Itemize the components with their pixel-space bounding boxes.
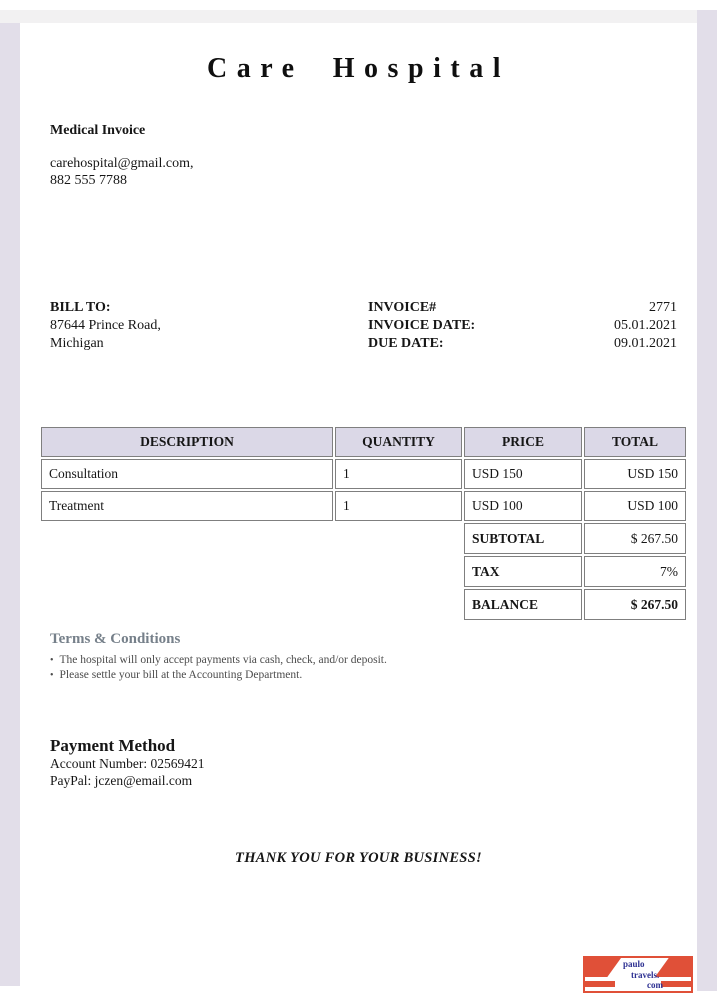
subtotal-value: $ 267.50 (584, 523, 686, 554)
item-total: USD 150 (584, 459, 686, 489)
contact-phone: 882 555 7788 (50, 173, 127, 188)
terms-and-conditions-section (50, 631, 530, 683)
due-date-row (368, 335, 677, 353)
invoice-date-label: INVOICE DATE: (368, 318, 476, 333)
paulo-travels-logo (583, 956, 693, 993)
page-left-lavender-border (0, 23, 20, 986)
item-description: Consultation (41, 459, 333, 489)
column-header-description: DESCRIPTION (41, 427, 333, 457)
logo-text-line2: travels. (631, 969, 660, 980)
contact-email: carehospital@gmail.com, (50, 156, 194, 171)
subtotal-label: SUBTOTAL (464, 523, 582, 554)
invoice-document (20, 23, 697, 1000)
due-date-value: 09.01.2021 (614, 336, 677, 351)
paypal-line: PayPal: jczen@email.com (50, 773, 193, 788)
bullet-icon: • (50, 670, 54, 681)
payment-method-section (50, 737, 204, 789)
bullet-icon: • (50, 655, 54, 666)
balance-value: $ 267.50 (584, 589, 686, 620)
invoice-number-value: 2771 (649, 300, 677, 315)
account-number-line: Account Number: 02569421 (50, 756, 205, 771)
bill-to-block (50, 299, 161, 353)
bill-to-label: BILL TO: (50, 300, 111, 315)
terms-item-text: The hospital will only accept payments via cash, check, and/or deposit. (59, 654, 387, 666)
page-right-lavender-border (697, 10, 717, 991)
item-description: Treatment (41, 491, 333, 521)
bill-to-address-line1: 87644 Prince Road, (50, 318, 161, 333)
balance-label: BALANCE (464, 589, 582, 620)
logo-text (585, 959, 691, 991)
column-header-total: TOTAL (584, 427, 686, 457)
page-top-gray-strip (0, 10, 700, 23)
document-type-label: Medical Invoice (50, 123, 146, 138)
item-quantity: 1 (335, 459, 462, 489)
item-quantity: 1 (335, 491, 462, 521)
item-price: USD 150 (464, 459, 582, 489)
logo-text-line1: paulo (623, 959, 645, 969)
invoice-number-label: INVOICE# (368, 300, 437, 315)
items-table (41, 427, 688, 620)
terms-item-text: Please settle your bill at the Accounting Department. (59, 669, 303, 681)
column-header-quantity: QUANTITY (335, 427, 462, 457)
thank-you-message: THANK YOU FOR YOUR BUSINESS! (235, 850, 482, 866)
invoice-meta-block (368, 299, 677, 353)
payment-method-heading: Payment Method (50, 736, 176, 755)
tax-label: TAX (464, 556, 582, 587)
due-date-label: DUE DATE: (368, 336, 444, 351)
hospital-name-title: Care Hospital (206, 53, 511, 84)
invoice-date-value: 05.01.2021 (614, 318, 677, 333)
column-header-price: PRICE (464, 427, 582, 457)
invoice-date-row (368, 317, 677, 335)
terms-item (50, 653, 530, 668)
bill-to-address-line2: Michigan (50, 336, 104, 351)
terms-item (50, 668, 530, 683)
invoice-number-row (368, 299, 677, 317)
item-price: USD 100 (464, 491, 582, 521)
item-total: USD 100 (584, 491, 686, 521)
tax-value: 7% (584, 556, 686, 587)
logo-text-line3: com (647, 980, 663, 990)
hospital-contact-block (50, 155, 194, 189)
terms-heading: Terms & Conditions (50, 631, 181, 647)
